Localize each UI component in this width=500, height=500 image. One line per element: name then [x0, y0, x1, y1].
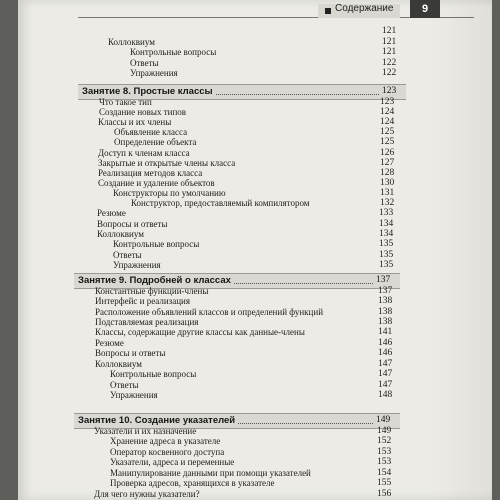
- entry-title: Проверка адресов, хранящихся в указателе: [110, 478, 275, 488]
- entry-title: Константные функции-члены: [95, 286, 209, 296]
- entry-title: Коллоквиум: [108, 37, 155, 47]
- entry-page-number: 155: [377, 478, 392, 488]
- entry-title: Доступ к членам класса: [98, 148, 190, 158]
- entry-page-number: 135: [379, 239, 394, 249]
- entry-page-number: 156: [377, 489, 392, 499]
- entry-page-number: 146: [378, 338, 393, 348]
- entry-page-number: 154: [377, 468, 392, 478]
- toc-entry: [113, 260, 399, 271]
- entry-title: Упражнения: [113, 260, 161, 270]
- toc-entry: [108, 26, 402, 37]
- entry-title: Закрытые и открытые члены класса: [98, 158, 236, 168]
- square-bullet-icon: [325, 8, 331, 14]
- entry-title: Подставляемая реализация: [95, 317, 199, 327]
- entry-title: Резюме: [97, 208, 126, 218]
- entry-page-number: 138: [378, 317, 393, 327]
- entry-page-number: 153: [377, 457, 392, 467]
- entry-page-number: 135: [379, 260, 394, 270]
- chapter-page-number: 149: [376, 415, 391, 425]
- entry-page-number: 121: [382, 37, 397, 47]
- entry-page-number: 130: [380, 178, 395, 188]
- book-page: [18, 0, 492, 500]
- entry-title: Конструкторы по умолчанию: [113, 188, 226, 198]
- entry-title: Оператор косвенного доступа: [110, 447, 225, 457]
- entry-page-number: 121: [382, 47, 397, 57]
- entry-page-number: 138: [378, 296, 393, 306]
- entry-title: Расположение объявлений классов и определений функций: [95, 307, 324, 317]
- entry-page-number: 127: [380, 158, 395, 168]
- entry-title: Реализация методов класса: [98, 168, 203, 178]
- toc-entry: [110, 390, 398, 401]
- entry-title: Определение объекта: [114, 137, 197, 147]
- entry-page-number: 133: [379, 208, 394, 218]
- entry-title: Указатели, адреса и переменные: [110, 457, 235, 467]
- entry-title: Указатели и их назначение: [94, 426, 197, 436]
- entry-page-number: 149: [377, 426, 392, 436]
- entry-page-number: 132: [380, 198, 395, 208]
- toc-entry: [130, 68, 402, 79]
- toc-entry: [110, 478, 397, 489]
- entry-title: Создание новых типов: [99, 107, 187, 117]
- entry-page-number: 122: [382, 58, 397, 68]
- entry-title: Классы и их члены: [98, 117, 172, 127]
- toc-entry: [95, 348, 398, 359]
- toc-entry: [110, 369, 398, 380]
- entry-title: Вопросы и ответы: [95, 348, 166, 358]
- toc-entry: [110, 436, 397, 447]
- entry-page-number: 128: [380, 168, 395, 178]
- dot-leader: [238, 423, 373, 424]
- entry-page-number: 141: [378, 327, 393, 337]
- entry-title: Классы, содержащие другие классы как данные-члены: [95, 327, 305, 337]
- entry-title: Хранение адреса в указателе: [110, 436, 221, 446]
- chapter-title: Занятие 9. Подробней о классах: [78, 275, 231, 286]
- entry-page-number: 147: [378, 359, 393, 369]
- entry-page-number: 147: [378, 380, 393, 390]
- toc-entry: [113, 239, 399, 250]
- page-number: 9: [410, 0, 440, 18]
- chapter-page-number: 123: [382, 86, 397, 96]
- entry-title: Резюме: [95, 338, 124, 348]
- entry-page-number: 125: [380, 137, 395, 147]
- entry-title: Коллоквиум: [97, 229, 144, 239]
- entry-page-number: 121: [382, 26, 397, 36]
- entry-page-number: 124: [380, 107, 395, 117]
- entry-title: Манипулирование данными при помощи указателей: [110, 468, 311, 478]
- entry-title: Контрольные вопросы: [110, 369, 197, 379]
- entry-title: Ответы: [113, 250, 142, 260]
- entry-title: Объявление класса: [114, 127, 188, 137]
- chapter-page-number: 137: [376, 275, 391, 285]
- toc-entry: [95, 327, 398, 338]
- entry-title: Коллоквиум: [95, 359, 142, 369]
- entry-title: Вопросы и ответы: [97, 219, 168, 229]
- entry-title: Контрольные вопросы: [113, 239, 200, 249]
- chapter-title: Занятие 10. Создание указателей: [78, 415, 236, 426]
- entry-title: Ответы: [110, 380, 139, 390]
- entry-title: Для чего нужны указатели?: [94, 489, 200, 499]
- entry-title: Создание и удаление объектов: [98, 178, 215, 188]
- entry-page-number: 137: [378, 286, 393, 296]
- entry-title: Конструктор, предоставляемый компилятором: [131, 198, 310, 208]
- entry-page-number: 135: [379, 250, 394, 260]
- page-shadow: [432, 0, 492, 500]
- entry-page-number: 134: [379, 229, 394, 239]
- entry-page-number: 152: [377, 436, 392, 446]
- toc-entry: [95, 296, 398, 307]
- entry-page-number: 131: [380, 188, 395, 198]
- entry-title: Упражнения: [130, 68, 178, 78]
- toc-entry: [110, 457, 397, 468]
- entry-page-number: 147: [378, 369, 393, 379]
- header-title: Содержание: [335, 3, 394, 14]
- entry-page-number: 134: [379, 219, 394, 229]
- entry-title: Интерфейс и реализация: [95, 296, 191, 306]
- page-header: [18, 0, 492, 22]
- toc-entry: [114, 137, 400, 148]
- entry-title: Что такое тип: [99, 97, 152, 107]
- entry-page-number: 126: [380, 148, 395, 158]
- entry-title: Ответы: [130, 58, 159, 68]
- entry-title: Контрольные вопросы: [130, 47, 217, 57]
- entry-title: Упражнения: [110, 390, 158, 400]
- entry-page-number: 125: [380, 127, 395, 137]
- entry-page-number: 138: [378, 307, 393, 317]
- toc-entry: [97, 208, 399, 219]
- entry-page-number: 122: [382, 68, 397, 78]
- entry-page-number: 124: [380, 117, 395, 127]
- entry-page-number: 153: [377, 447, 392, 457]
- entry-page-number: 123: [380, 97, 395, 107]
- chapter-title: Занятие 8. Простые классы: [82, 86, 213, 97]
- toc-entry: [94, 489, 397, 500]
- entry-page-number: 146: [378, 348, 393, 358]
- dot-leader: [216, 94, 379, 95]
- toc-entry: [130, 47, 402, 58]
- dot-leader: [234, 283, 373, 284]
- entry-page-number: 148: [378, 390, 393, 400]
